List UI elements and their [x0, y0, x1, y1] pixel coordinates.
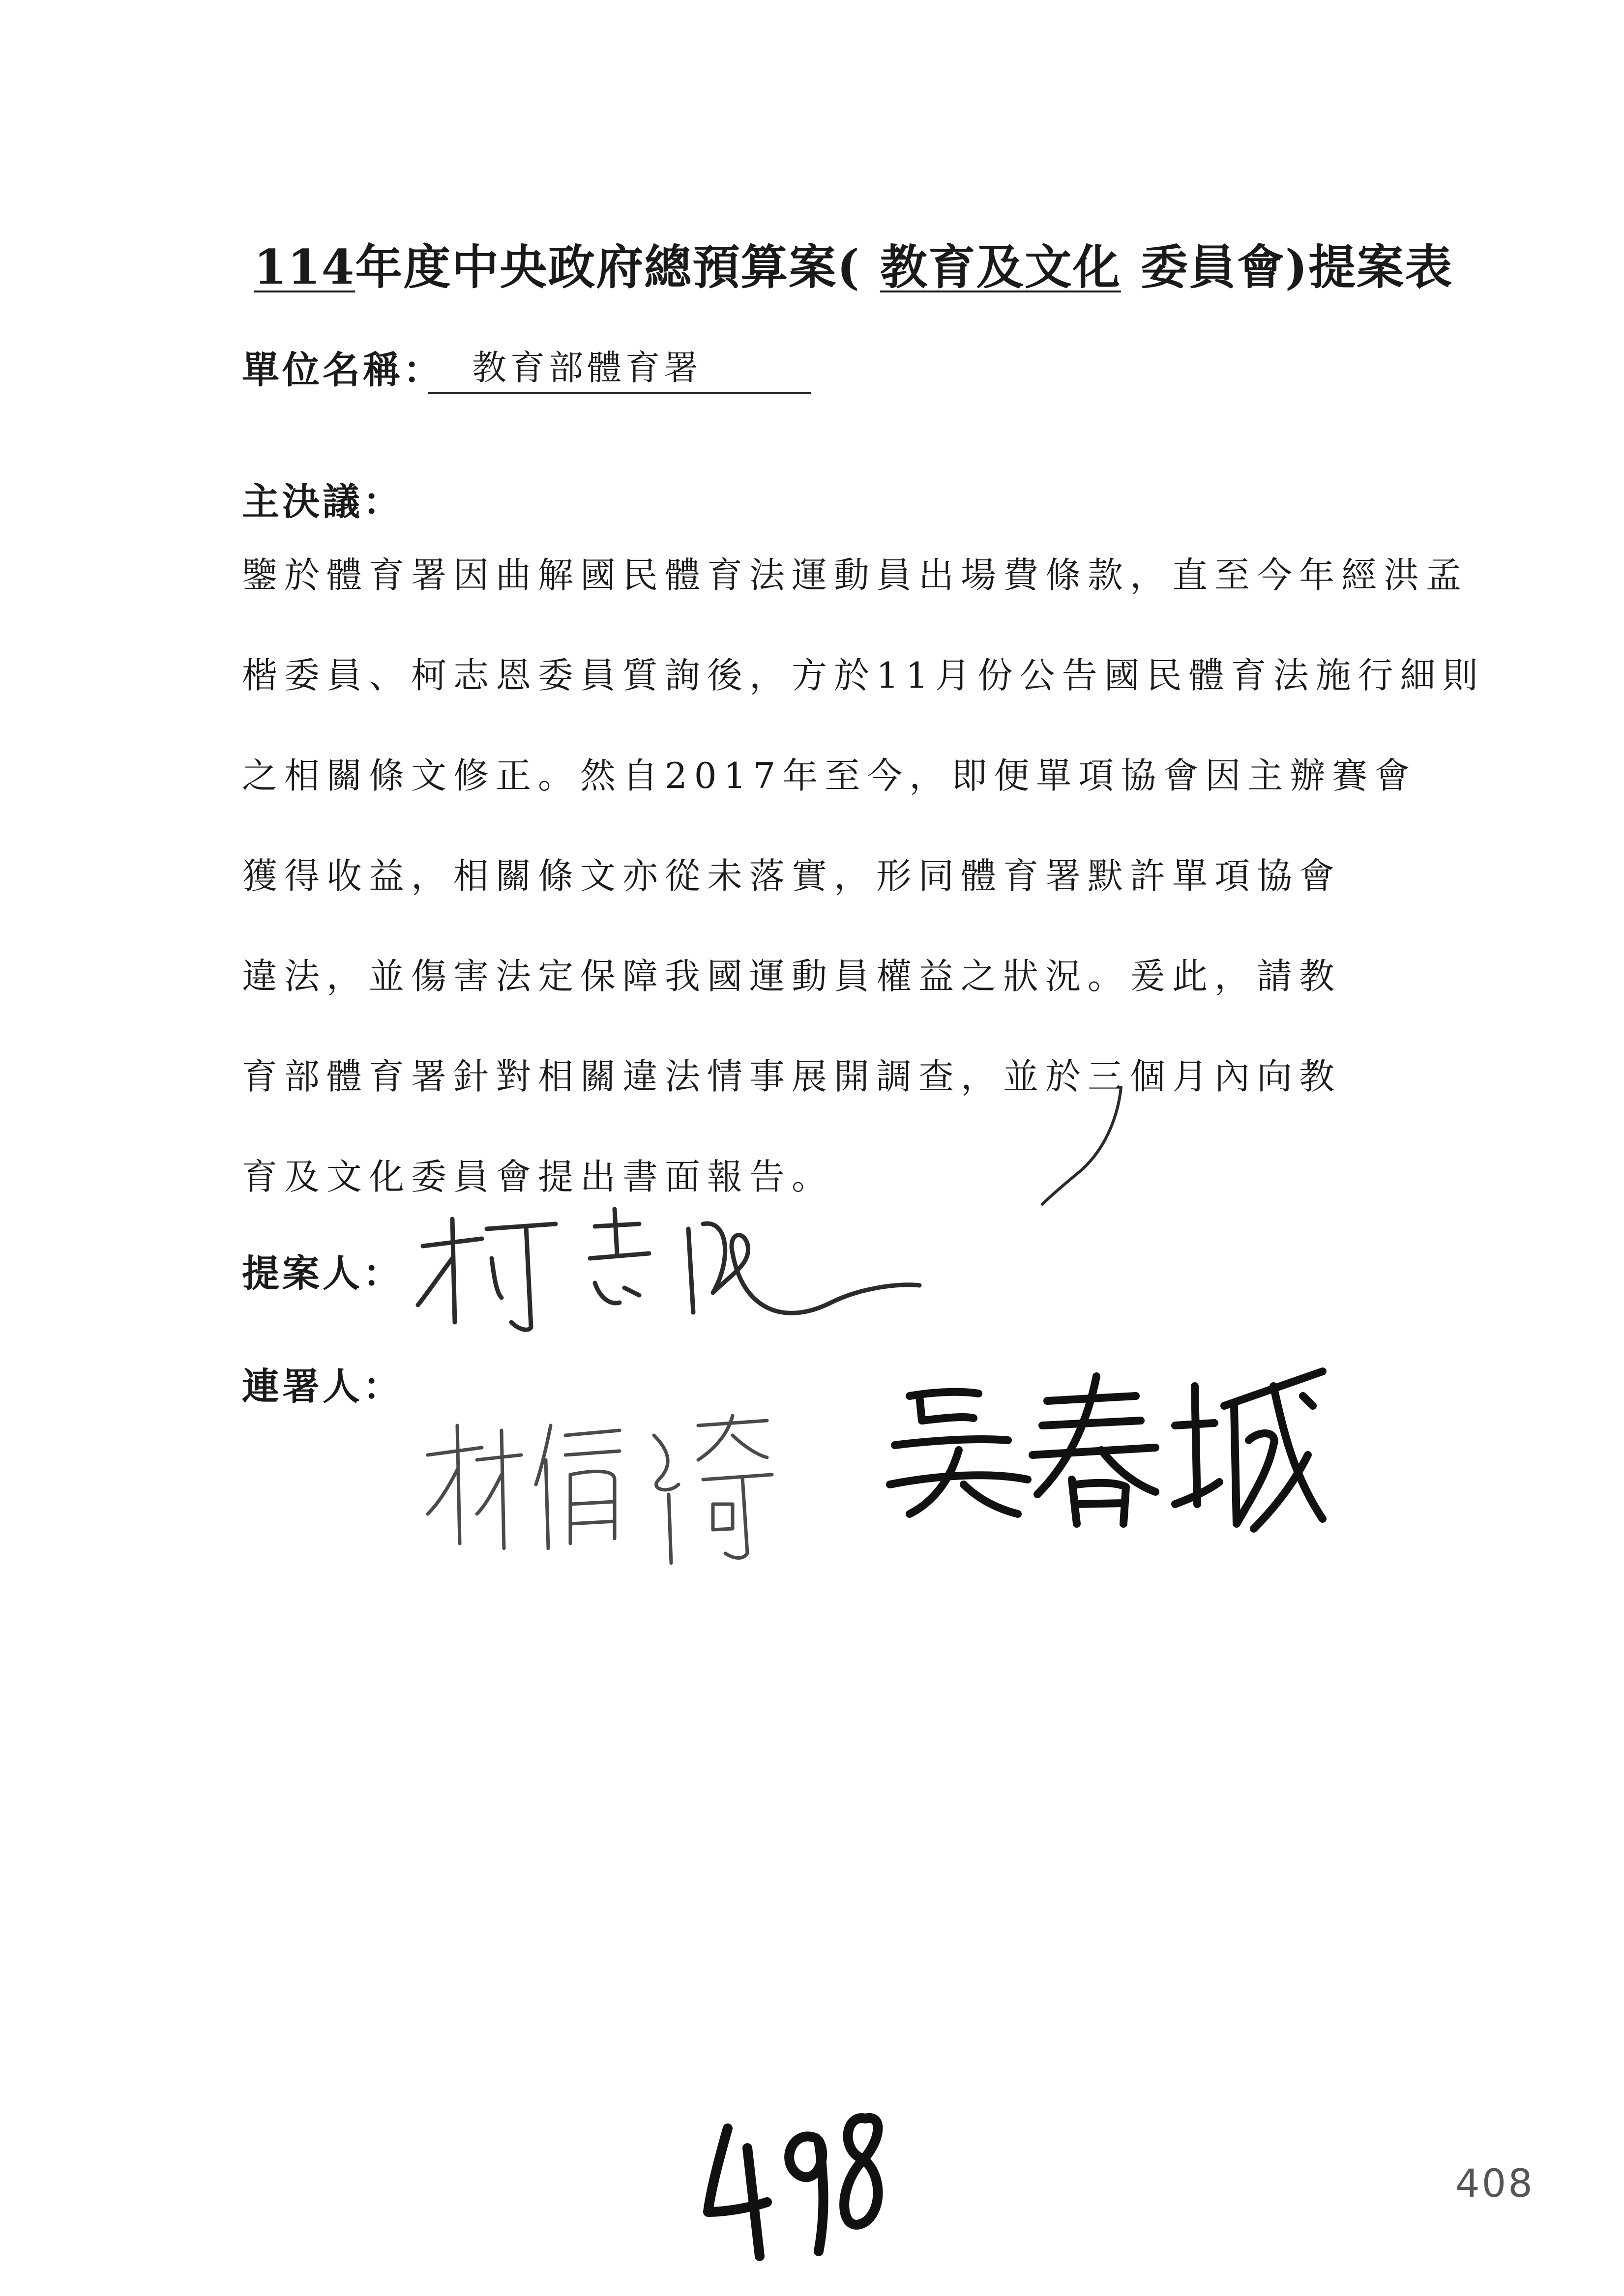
resolution-label: 主決議：	[242, 480, 403, 523]
resolution-line-7: 育及文化委員會提出書面報告。	[242, 1156, 834, 1197]
cosigner-signature-1	[423, 1396, 826, 1573]
page-title	[254, 230, 1453, 297]
handwritten-page-number	[693, 2094, 900, 2261]
resolution-line-1: 鑒於體育署因曲解國民體育法運動員出場費條款，直至今年經洪孟	[242, 554, 1469, 596]
resolution-line-2: 楷委員、柯志恩委員質詢後，方於11月份公告國民體育法施行細則	[242, 655, 1485, 696]
proposer-label: 提案人：	[242, 1251, 403, 1295]
title-year: 114	[254, 239, 355, 295]
resolution-line-5: 違法，並傷害法定保障我國運動員權益之狀況。爰此，請教	[242, 956, 1342, 997]
handwritten-insertion-mark	[1023, 1081, 1141, 1209]
stamped-page-number: 408	[1455, 2162, 1535, 2206]
resolution-line-4: 獲得收益，相關條文亦從未落實，形同體育署默許單項協會	[242, 855, 1342, 897]
cosigners-label: 連署人：	[242, 1365, 403, 1408]
resolution-line-6: 育部體育署針對相關違法情事展開調查，並於三個月內向教	[242, 1056, 1342, 1097]
title-committee: 教育及文化	[880, 239, 1121, 295]
unit-value: 教育部體育署	[428, 340, 811, 394]
cosigner-signature-2	[880, 1357, 1332, 1543]
title-text-b: 委員會)提案表	[1140, 239, 1453, 295]
title-text-a: 年度中央政府總預算案(	[355, 239, 860, 295]
unit-label: 單位名稱：	[242, 348, 443, 392]
proposer-signature	[408, 1199, 929, 1347]
resolution-line-3: 之相關條文修正。然自2017年至今，即便單項協會因主辦賽會	[242, 755, 1417, 796]
